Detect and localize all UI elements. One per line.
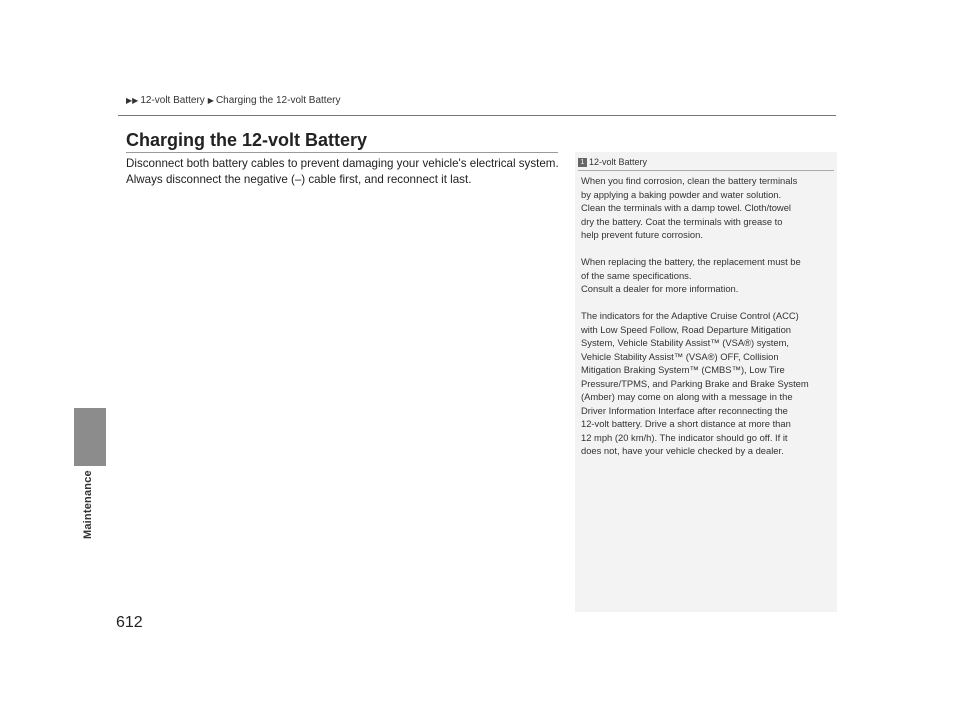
note-line: (Amber) may come on along with a message in the <box>581 391 793 402</box>
note-line: Mitigation Braking System™ (CMBS™), Low Tire <box>581 364 785 375</box>
breadcrumb <box>126 95 343 106</box>
note-line: Consult a dealer for more information. <box>581 283 739 294</box>
note-header <box>578 157 647 167</box>
breadcrumb-arrow-icon: ▶ <box>207 96 214 105</box>
note-line: Driver Information Interface after reconnecting the <box>581 404 788 416</box>
note-paragraph-corrosion <box>581 174 831 242</box>
note-divider <box>578 170 834 171</box>
note-reference-icon: 1 <box>578 158 587 167</box>
note-paragraph-indicators <box>581 309 831 458</box>
note-line: Vehicle Stability Assist™ (VSA®) OFF, Collision <box>581 350 779 362</box>
note-line: The indicators for the Adaptive Cruise Control (ACC) <box>581 310 799 321</box>
body-line: Always disconnect the negative (–) cable first, and reconnect it last. <box>126 173 472 186</box>
header-divider <box>118 115 836 116</box>
note-line: When you find corrosion, clean the battery terminals <box>581 175 798 186</box>
note-header-label: 12-volt Battery <box>589 157 648 167</box>
page-title: Charging the 12-volt Battery <box>126 130 368 150</box>
note-line: help prevent future corrosion. <box>581 229 703 240</box>
note-body <box>581 174 831 471</box>
breadcrumb-item-battery[interactable]: 12-volt Battery <box>140 95 205 106</box>
breadcrumb-item-charging[interactable]: Charging the 12-volt Battery <box>215 95 341 106</box>
note-line: 12 mph (20 km/h). The indicator should go off. If it <box>581 431 788 443</box>
note-paragraph-replacement <box>581 255 831 296</box>
note-panel <box>575 152 837 612</box>
note-line: of the same specifications. <box>581 269 692 281</box>
note-line: does not, have your vehicle checked by a dealer. <box>581 445 784 456</box>
note-line: Pressure/TPMS, and Parking Brake and Brake System <box>581 377 809 389</box>
note-line: by applying a baking powder and water solution. <box>581 188 782 200</box>
section-tab-marker <box>74 408 106 466</box>
body-line: Disconnect both battery cables to prevent damaging your vehicle's electrical system. <box>126 157 559 170</box>
section-label: Maintenance <box>82 470 94 539</box>
title-divider <box>126 152 558 153</box>
breadcrumb-arrow-icon: ▶▶ <box>126 96 139 105</box>
note-line: 12-volt battery. Drive a short distance at more than <box>581 418 791 429</box>
note-line: When replacing the battery, the replacement must be <box>581 256 801 267</box>
note-line: with Low Speed Follow, Road Departure Mitigation <box>581 323 792 335</box>
main-body-text <box>126 156 566 188</box>
note-line: Clean the terminals with a damp towel. Cloth/towel <box>581 202 791 213</box>
note-line: dry the battery. Coat the terminals with grease to <box>581 215 783 227</box>
page-number: 612 <box>116 614 143 631</box>
note-line: System, Vehicle Stability Assist™ (VSA®) system, <box>581 337 790 348</box>
